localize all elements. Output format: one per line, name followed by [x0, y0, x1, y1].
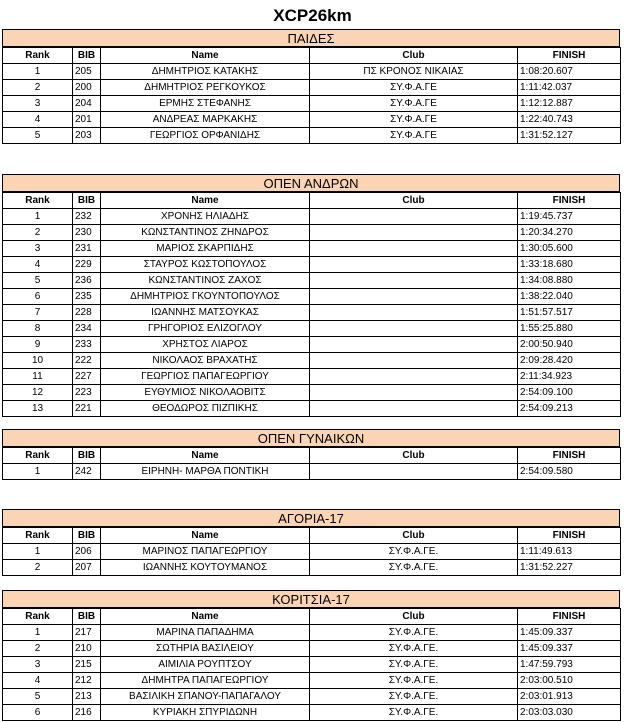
cell-name: ΕΥΘΥΜΙΟΣ ΝΙΚΟΛΑΟΒΙΤΣ: [101, 385, 310, 401]
cell-bib: 215: [73, 657, 101, 673]
table-row: [3, 401, 621, 417]
cell-name: ΕΙΡΗΝΗ- ΜΑΡΘΑ ΠΟΝΤΙΚΗ: [101, 464, 310, 480]
cell-finish: 2:00:50.940: [518, 337, 621, 353]
table-header-row: [3, 448, 621, 464]
cell-club: [310, 369, 518, 385]
cell-rank: 13: [3, 401, 73, 417]
cell-club: ΣΥ.Φ.Α.ΓΕ: [310, 80, 518, 96]
cell-name: ΚΥΡΙΑΚΗ ΣΠΥΡΙΔΩΝΗ: [101, 705, 310, 721]
cell-name: ΜΑΡΙΝΟΣ ΠΑΠΑΓΕΩΡΓΙΟΥ: [101, 544, 310, 560]
results-section: [2, 590, 620, 721]
cell-bib: 228: [73, 305, 101, 321]
column-header-name: Name: [101, 48, 310, 64]
table-row: [3, 560, 621, 576]
column-header-rank: Rank: [3, 528, 73, 544]
cell-name: ΕΡΜΗΣ ΣΤΕΦΑΝΗΣ: [101, 96, 310, 112]
category-header: ΚΟΡΙΤΣΙΑ-17: [2, 590, 620, 608]
cell-finish: 1:11:49.613: [518, 544, 621, 560]
cell-club: ΣΥ.Φ.Α.ΓΕ.: [310, 641, 518, 657]
cell-name: ΜΑΡΙΟΣ ΣΚΑΡΠΙΔΗΣ: [101, 241, 310, 257]
table-header-row: [3, 528, 621, 544]
cell-name: ΧΡΟΝΗΣ ΗΛΙΑΔΗΣ: [101, 209, 310, 225]
table-row: [3, 369, 621, 385]
cell-finish: 1:30:05.600: [518, 241, 621, 257]
cell-rank: 7: [3, 305, 73, 321]
column-header-rank: Rank: [3, 448, 73, 464]
cell-bib: 223: [73, 385, 101, 401]
results-table: [2, 608, 621, 721]
table-row: [3, 657, 621, 673]
cell-bib: 235: [73, 289, 101, 305]
category-header: ΟΠΕΝ ΑΝΔΡΩΝ: [2, 174, 620, 192]
cell-finish: 2:54:09.580: [518, 464, 621, 480]
cell-finish: 1:11:42.037: [518, 80, 621, 96]
results-table: [2, 527, 621, 576]
cell-club: [310, 273, 518, 289]
table-row: [3, 128, 621, 144]
table-header-row: [3, 609, 621, 625]
column-header-club: Club: [310, 48, 518, 64]
cell-rank: 4: [3, 257, 73, 273]
cell-bib: 207: [73, 560, 101, 576]
cell-finish: 1:47:59.793: [518, 657, 621, 673]
cell-rank: 1: [3, 625, 73, 641]
cell-finish: 1:22:40.743: [518, 112, 621, 128]
cell-club: ΣΥ.Φ.Α.ΓΕ: [310, 112, 518, 128]
cell-bib: 216: [73, 705, 101, 721]
cell-club: ΣΥ.Φ.Α.ΓΕ.: [310, 625, 518, 641]
column-header-club: Club: [310, 448, 518, 464]
cell-finish: 1:31:52.227: [518, 560, 621, 576]
table-header-row: [3, 193, 621, 209]
cell-bib: 234: [73, 321, 101, 337]
cell-finish: 1:55:25.880: [518, 321, 621, 337]
table-row: [3, 321, 621, 337]
cell-rank: 5: [3, 689, 73, 705]
cell-rank: 2: [3, 225, 73, 241]
cell-club: ΣΥ.Φ.Α.ΓΕ.: [310, 705, 518, 721]
cell-name: ΧΡΗΣΤΟΣ ΛΙΑΡΟΣ: [101, 337, 310, 353]
table-row: [3, 544, 621, 560]
cell-bib: 213: [73, 689, 101, 705]
table-row: [3, 464, 621, 480]
cell-club: [310, 401, 518, 417]
column-header-finish: FINISH: [518, 609, 621, 625]
cell-rank: 2: [3, 560, 73, 576]
cell-club: [310, 289, 518, 305]
cell-name: ΔΗΜΗΤΡΙΟΣ ΡΕΓΚΟΥΚΟΣ: [101, 80, 310, 96]
cell-rank: 3: [3, 241, 73, 257]
cell-name: ΘΕΟΔΩΡΟΣ ΠΙΖΠΙΚΗΣ: [101, 401, 310, 417]
cell-club: ΠΣ ΚΡΟΝΟΣ ΝΙΚΑΙΑΣ: [310, 64, 518, 80]
cell-rank: 1: [3, 209, 73, 225]
cell-rank: 4: [3, 112, 73, 128]
cell-finish: 1:45:09.337: [518, 641, 621, 657]
cell-club: ΣΥ.Φ.Α.ΓΕ.: [310, 657, 518, 673]
category-header: ΠΑΙΔΕΣ: [2, 29, 620, 47]
cell-bib: 200: [73, 80, 101, 96]
cell-finish: 2:54:09.100: [518, 385, 621, 401]
results-table: [2, 447, 621, 480]
cell-name: ΔΗΜΗΤΡΙΟΣ ΚΑΤΑΚΗΣ: [101, 64, 310, 80]
column-header-bib: BIB: [73, 528, 101, 544]
cell-bib: 230: [73, 225, 101, 241]
cell-bib: 229: [73, 257, 101, 273]
table-row: [3, 289, 621, 305]
cell-finish: 2:09:28.420: [518, 353, 621, 369]
table-row: [3, 625, 621, 641]
cell-rank: 10: [3, 353, 73, 369]
cell-bib: 242: [73, 464, 101, 480]
cell-rank: 3: [3, 657, 73, 673]
cell-rank: 4: [3, 673, 73, 689]
cell-bib: 204: [73, 96, 101, 112]
column-header-name: Name: [101, 193, 310, 209]
cell-rank: 8: [3, 321, 73, 337]
table-row: [3, 96, 621, 112]
cell-finish: 1:31:52.127: [518, 128, 621, 144]
column-header-bib: BIB: [73, 48, 101, 64]
column-header-finish: FINISH: [518, 48, 621, 64]
results-section: [2, 174, 620, 417]
cell-bib: 201: [73, 112, 101, 128]
cell-finish: 1:19:45.737: [518, 209, 621, 225]
cell-club: [310, 353, 518, 369]
results-table: [2, 192, 621, 417]
cell-bib: 203: [73, 128, 101, 144]
cell-club: [310, 225, 518, 241]
cell-rank: 5: [3, 273, 73, 289]
cell-name: ΚΩΝΣΤΑΝΤΙΝΟΣ ΖΑΧΟΣ: [101, 273, 310, 289]
table-row: [3, 257, 621, 273]
cell-name: ΓΕΩΡΓΙΟΣ ΟΡΦΑΝΙΔΗΣ: [101, 128, 310, 144]
cell-rank: 11: [3, 369, 73, 385]
cell-name: ΣΤΑΥΡΟΣ ΚΩΣΤΟΠΟΥΛΟΣ: [101, 257, 310, 273]
page-title: XCP26km: [273, 6, 352, 25]
cell-name: ΙΩΑΝΝΗΣ ΜΑΤΣΟΥΚΑΣ: [101, 305, 310, 321]
cell-rank: 2: [3, 80, 73, 96]
table-row: [3, 673, 621, 689]
table-row: [3, 112, 621, 128]
cell-rank: 9: [3, 337, 73, 353]
column-header-name: Name: [101, 609, 310, 625]
cell-name: ΒΑΣΙΛΙΚΗ ΣΠΑΝΟΥ-ΠΑΠΑΓΑΛΟΥ: [101, 689, 310, 705]
column-header-name: Name: [101, 528, 310, 544]
cell-finish: 1:34:08.880: [518, 273, 621, 289]
cell-name: ΚΩΝΣΤΑΝΤΙΝΟΣ ΖΗΝΔΡΟΣ: [101, 225, 310, 241]
cell-name: ΙΩΑΝΝΗΣ ΚΟΥΤΟΥΜΑΝΟΣ: [101, 560, 310, 576]
cell-rank: 1: [3, 544, 73, 560]
results-section: [2, 29, 620, 144]
column-header-name: Name: [101, 448, 310, 464]
column-header-club: Club: [310, 193, 518, 209]
cell-club: ΣΥ.Φ.Α.ΓΕ.: [310, 544, 518, 560]
cell-finish: 2:03:01.913: [518, 689, 621, 705]
cell-name: ΑΙΜΙΛΙΑ ΡΟΥΠΤΣΟΥ: [101, 657, 310, 673]
column-header-club: Club: [310, 609, 518, 625]
cell-finish: 1:38:22.040: [518, 289, 621, 305]
cell-finish: 1:33:18.680: [518, 257, 621, 273]
column-header-rank: Rank: [3, 609, 73, 625]
cell-bib: 222: [73, 353, 101, 369]
cell-rank: 6: [3, 289, 73, 305]
cell-finish: 2:54:09.213: [518, 401, 621, 417]
cell-bib: 233: [73, 337, 101, 353]
cell-finish: 2:03:00.510: [518, 673, 621, 689]
cell-name: ΑΝΔΡΕΑΣ ΜΑΡΚΑΚΗΣ: [101, 112, 310, 128]
column-header-bib: BIB: [73, 448, 101, 464]
table-row: [3, 641, 621, 657]
table-row: [3, 337, 621, 353]
table-row: [3, 64, 621, 80]
column-header-club: Club: [310, 528, 518, 544]
cell-name: ΔΗΜΗΤΡΙΟΣ ΓΚΟΥΝΤΟΠΟΥΛΟΣ: [101, 289, 310, 305]
cell-name: ΔΗΜΗΤΡΑ ΠΑΠΑΓΕΩΡΓΙΟΥ: [101, 673, 310, 689]
table-row: [3, 305, 621, 321]
cell-finish: 1:12:12.887: [518, 96, 621, 112]
column-header-finish: FINISH: [518, 448, 621, 464]
cell-bib: 217: [73, 625, 101, 641]
cell-name: ΣΩΤΗΡΙΑ ΒΑΣΙΛΕΙΟΥ: [101, 641, 310, 657]
cell-rank: 1: [3, 64, 73, 80]
cell-bib: 210: [73, 641, 101, 657]
table-row: [3, 689, 621, 705]
cell-bib: 227: [73, 369, 101, 385]
cell-club: ΣΥ.Φ.Α.ΓΕ: [310, 128, 518, 144]
cell-finish: 2:11:34.923: [518, 369, 621, 385]
cell-finish: 1:08:20.607: [518, 64, 621, 80]
cell-name: ΓΡΗΓΟΡΙΟΣ ΕΛΙΖΟΓΛΟΥ: [101, 321, 310, 337]
cell-rank: 2: [3, 641, 73, 657]
cell-club: [310, 305, 518, 321]
cell-finish: 1:45:09.337: [518, 625, 621, 641]
results-section: [2, 429, 620, 480]
table-row: [3, 225, 621, 241]
column-header-rank: Rank: [3, 193, 73, 209]
cell-bib: 231: [73, 241, 101, 257]
cell-finish: 1:20:34.270: [518, 225, 621, 241]
results-table: [2, 47, 621, 144]
cell-bib: 212: [73, 673, 101, 689]
cell-bib: 206: [73, 544, 101, 560]
cell-rank: 3: [3, 96, 73, 112]
column-header-rank: Rank: [3, 48, 73, 64]
table-row: [3, 353, 621, 369]
cell-club: [310, 257, 518, 273]
cell-rank: 12: [3, 385, 73, 401]
cell-bib: 232: [73, 209, 101, 225]
table-row: [3, 385, 621, 401]
results-section: [2, 509, 620, 576]
cell-club: ΣΥ.Φ.Α.ΓΕ.: [310, 689, 518, 705]
cell-rank: 6: [3, 705, 73, 721]
column-header-bib: BIB: [73, 609, 101, 625]
cell-name: ΝΙΚΟΛΑΟΣ ΒΡΑΧΑΤΗΣ: [101, 353, 310, 369]
cell-finish: 2:03:03.030: [518, 705, 621, 721]
column-header-finish: FINISH: [518, 193, 621, 209]
cell-club: [310, 321, 518, 337]
table-row: [3, 273, 621, 289]
cell-club: [310, 337, 518, 353]
table-row: [3, 705, 621, 721]
cell-rank: 5: [3, 128, 73, 144]
cell-club: ΣΥ.Φ.Α.ΓΕ: [310, 96, 518, 112]
table-header-row: [3, 48, 621, 64]
cell-name: ΓΕΩΡΓΙΟΣ ΠΑΠΑΓΕΩΡΓΙΟΥ: [101, 369, 310, 385]
category-header: ΟΠΕΝ ΓΥΝΑΙΚΩΝ: [2, 429, 620, 447]
cell-name: ΜΑΡΙΝΑ ΠΑΠΑΔΗΜΑ: [101, 625, 310, 641]
cell-bib: 205: [73, 64, 101, 80]
cell-rank: 1: [3, 464, 73, 480]
column-header-bib: BIB: [73, 193, 101, 209]
cell-bib: 221: [73, 401, 101, 417]
column-header-finish: FINISH: [518, 528, 621, 544]
table-row: [3, 241, 621, 257]
cell-club: ΣΥ.Φ.Α.ΓΕ.: [310, 560, 518, 576]
cell-club: [310, 241, 518, 257]
cell-finish: 1:51:57.517: [518, 305, 621, 321]
cell-bib: 236: [73, 273, 101, 289]
category-header: ΑΓΟΡΙΑ-17: [2, 509, 620, 527]
cell-club: ΣΥ.Φ.Α.ΓΕ.: [310, 673, 518, 689]
cell-club: [310, 464, 518, 480]
cell-club: [310, 385, 518, 401]
table-row: [3, 209, 621, 225]
table-row: [3, 80, 621, 96]
cell-club: [310, 209, 518, 225]
